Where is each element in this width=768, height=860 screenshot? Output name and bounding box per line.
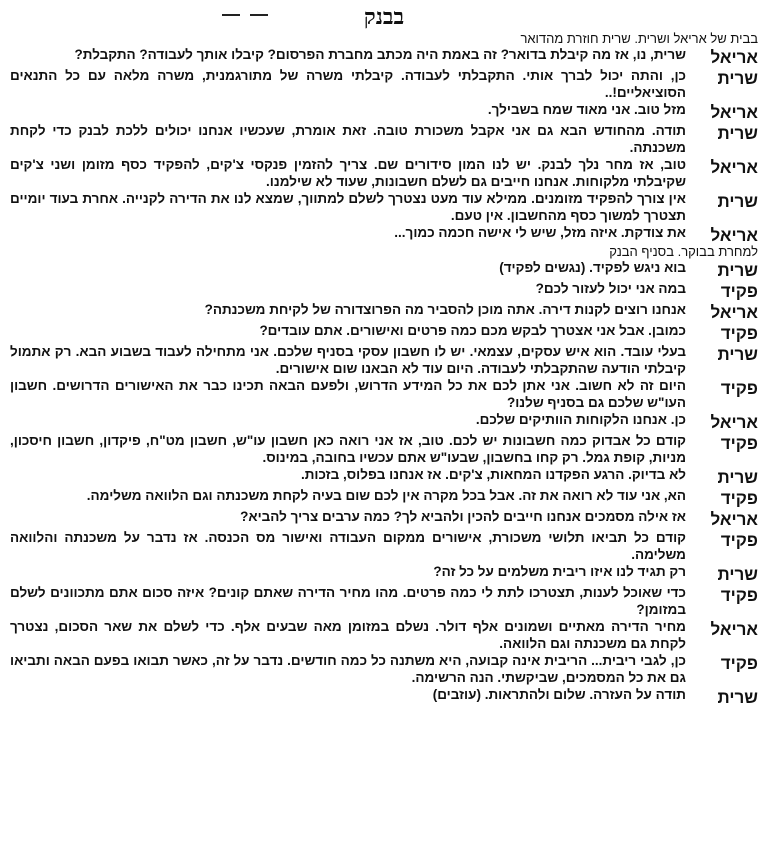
- speaker-name: שרית: [717, 124, 758, 143]
- speech-text: טוב, אז מחר נלך לבנק. יש לנו המון סידורים שם. צריך להזמין פנקסי צ'קים, להפקיד כסף מזומן ושני צ'קים שקיבלתי מלקוחות. אנחנו חייבים גם לשלם חשבונות, שעוד לא שילמנו.: [10, 157, 686, 189]
- speech-text: במה אני יכול לעזור לכם?: [535, 281, 686, 296]
- speech-text: אין צורך להפקיד מזומנים. ממילא עוד מעט נצטרך לשלם למתווך, שמצא לנו את הדירה לקנייה. אחרת בעוד יומיים תצטרך למשוך כסף מהחשבון. אין טעם.: [10, 191, 686, 223]
- speaker-name: אריאל: [710, 158, 758, 177]
- speaker-name: אריאל: [710, 303, 758, 322]
- dialogue-section-2: [10, 259, 758, 707]
- dialogue-line: [10, 301, 758, 322]
- speaker-name: פקיד: [720, 654, 758, 673]
- speaker-name: אריאל: [710, 103, 758, 122]
- speech-text: מזל טוב. אני מאוד שמח בשבילך.: [487, 102, 686, 117]
- speaker-name: שרית: [717, 192, 758, 211]
- speech-text: קודם כל אבדוק כמה חשבונות יש לכם. טוב, אז אני רואה כאן חשבון עו"ש, חשבון מט"ח, פיקדון, חשבון חיסכון, מניות, קופת גמל. רק קחו בחשבון, שבעו"ש אתם עכשיו בחובה, במינוס.: [10, 433, 686, 465]
- dialogue-line: [10, 529, 758, 563]
- speech-text: הא, אני עוד לא רואה את זה. אבל בכל מקרה אין לכם שום בעיה לקחת משכנתה וגם הלוואה משלימה.: [86, 488, 686, 503]
- dialogue-line: [10, 280, 758, 301]
- speech-text: כדי שאוכל לענות, תצטרכו לתת לי כמה פרטים. מהו מחיר הדירה שאתם קונים? איזה סכום אתם מתכוונים לשלם במזומן?: [10, 585, 686, 617]
- speech-text: כן, לגבי ריבית... הריבית אינה קבועה, היא משתנה כל כמה חודשים. נדבר על זה, כאשר תבואו בפעם הבאה ותביאו גם את כל המסמכים, שביקשתי. הנה הרשימה.: [10, 653, 686, 685]
- speaker-name: פקיד: [720, 379, 758, 398]
- speaker-name: שרית: [717, 565, 758, 584]
- dialogue-line: [10, 46, 758, 67]
- scene-heading: למחרת בבוקר. בסניף הבנק: [609, 244, 758, 259]
- page-title: בבנק: [363, 4, 405, 29]
- speaker-name: פקיד: [720, 434, 758, 453]
- dialogue-line: [10, 156, 758, 190]
- speech-text: תודה. מהחודש הבא גם אני אקבל משכורת טובה. זאת אומרת, שעכשיו אנחנו יכולים ללכת לבנק כדי לקחת משכנתה.: [10, 123, 686, 155]
- dialogue-line: [10, 67, 758, 101]
- dialogue-line: [10, 432, 758, 466]
- speaker-name: אריאל: [710, 620, 758, 639]
- dialogue-line: [10, 487, 758, 508]
- speaker-name: שרית: [717, 345, 758, 364]
- speech-text: כן, והתה יכול לברך אותי. התקבלתי לעבודה. קיבלתי משרה של מתורגמנית, משרה מלאה עם כל התנאים הסוציאליים!..: [10, 68, 686, 100]
- speech-text: היום זה לא חשוב. אני אתן לכם את כל המידע הדרוש, ולפעם הבאה תכינו כבר את האישורים הדרושים. חשבון העו"ש שלכם גם בסניף שלנו?: [10, 378, 686, 410]
- speaker-name: פקיד: [720, 586, 758, 605]
- speaker-name: שרית: [717, 69, 758, 88]
- dialogue-section-1: [10, 46, 758, 245]
- scene-heading: בבית של אריאל ושרית. שרית חוזרת מהדואר: [520, 31, 758, 46]
- dialogue-line: [10, 584, 758, 618]
- dialogue-line: [10, 508, 758, 529]
- dialogue-line: [10, 686, 758, 707]
- speaker-name: אריאל: [710, 48, 758, 67]
- speech-text: קודם כל תביאו תלושי משכורת, אישורים ממקום העבודה ואישור מס הכנסה. אז נדבר על משכנתה והלוואה משלימה.: [10, 530, 686, 562]
- dialogue-line: [10, 652, 758, 686]
- speaker-name: שרית: [717, 261, 758, 280]
- speaker-name: אריאל: [710, 226, 758, 245]
- speaker-name: אריאל: [710, 510, 758, 529]
- top-rule: [250, 14, 268, 16]
- speech-text: מחיר הדירה מאתיים ושמונים אלף דולר. נשלם במזומן מאה שבעים אלף. כדי לשלם את שאר הסכום, נצטרך לקחת גם משכנתה וגם הלוואה.: [10, 619, 686, 651]
- speech-text: אנחנו רוצים לקנות דירה. אתה מוכן להסביר מה הפרוצדורה של לקיחת משכנתה?: [204, 302, 686, 317]
- speech-text: לא בדיוק. הרגע הפקדנו המחאות, צ'קים. אז אנחנו בפלוס, בזכות.: [300, 467, 686, 482]
- dialogue-line: [10, 377, 758, 411]
- dialogue-line: [10, 466, 758, 487]
- speech-text: בעלי עובד. הוא איש עסקים, עצמאי. יש לו חשבון עסקי בסניף שלכם. אני מתחילה לעבוד בשבוע הבא. רק אתמול קיבלתי הודעה שהתקבלתי לעבודה. היום עוד לא הבאנו שום אישורים.: [10, 344, 686, 376]
- speech-text: תודה על העזרה. שלום ולהתראות. (עוזבים): [432, 687, 686, 702]
- dialogue-line: [10, 411, 758, 432]
- dialogue-line: [10, 190, 758, 224]
- speech-text: כמובן. אבל אני אצטרך לבקש מכם כמה פרטים ואישורים. אתם עובדים?: [259, 323, 686, 338]
- dialogue-line: [10, 122, 758, 156]
- speech-text: רק תגיד לנו איזו ריבית משלמים על כל זה?: [433, 564, 686, 579]
- dialogue-line: [10, 101, 758, 122]
- speaker-name: פקיד: [720, 324, 758, 343]
- speech-text: כן. אנחנו הלקוחות הוותיקים שלכם.: [475, 412, 686, 427]
- speaker-name: שרית: [717, 688, 758, 707]
- dialogue-line: [10, 224, 758, 245]
- speaker-name: פקיד: [720, 531, 758, 550]
- speaker-name: פקיד: [720, 489, 758, 508]
- speaker-name: שרית: [717, 468, 758, 487]
- speech-text: בוא ניגש לפקיד. (נגשים לפקיד): [499, 260, 686, 275]
- speech-text: את צודקת. איזה מזל, שיש לי אישה חכמה כמוך...: [394, 225, 686, 240]
- speech-text: אז אילה מסמכים אנחנו חייבים להכין ולהביא לך? כמה ערבים צריך להביא?: [240, 509, 686, 524]
- dialogue-line: [10, 322, 758, 343]
- top-rule: [222, 14, 240, 16]
- dialogue-line: [10, 563, 758, 584]
- dialogue-line: [10, 343, 758, 377]
- dialogue-line: [10, 618, 758, 652]
- dialogue-line: [10, 259, 758, 280]
- speaker-name: אריאל: [710, 413, 758, 432]
- speaker-name: פקיד: [720, 282, 758, 301]
- speech-text: שרית, נו, אז מה קיבלת בדואר? זה באמת היה מכתב מחברת הפרסום? קיבלו אותך לעבודה? התקבלת?: [74, 47, 686, 62]
